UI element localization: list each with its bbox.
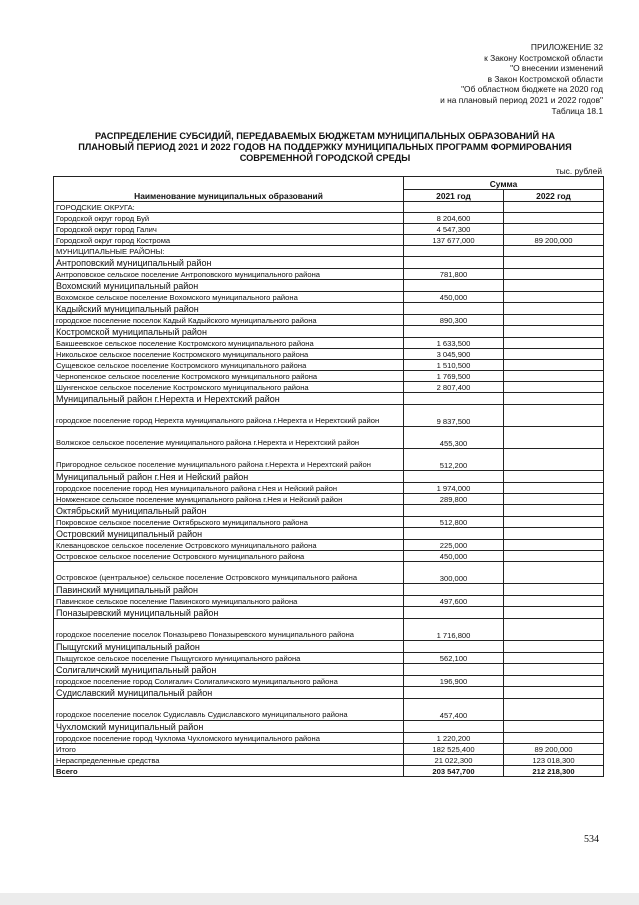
- value-2021: [404, 664, 504, 676]
- value-2022: [504, 641, 604, 653]
- row-name: Бакшеевское сельское поселение Костромского муниципального района: [54, 338, 404, 349]
- value-2021: 8 204,600: [404, 213, 504, 224]
- value-2022: [504, 607, 604, 619]
- row-name: Островский муниципальный район: [54, 528, 404, 540]
- value-2022: [504, 584, 604, 596]
- table-row: [54, 540, 604, 551]
- appendix-line: "О внесении изменений: [510, 63, 603, 74]
- row-name: Пыщугское сельское поселение Пыщугского муниципального района: [54, 653, 404, 664]
- table-row: [54, 202, 604, 213]
- value-2021: 225,000: [404, 540, 504, 551]
- value-2021: 1 716,800: [404, 619, 504, 641]
- column-header-name: Наименование муниципальных образований: [54, 177, 404, 202]
- table-label: Таблица 18.1: [551, 105, 603, 116]
- table-row: [54, 224, 604, 235]
- value-2022: [504, 326, 604, 338]
- value-2022: [504, 292, 604, 303]
- table-row: [54, 584, 604, 596]
- value-2022: [504, 721, 604, 733]
- value-2022: 89 200,000: [504, 744, 604, 755]
- row-name: МУНИЦИПАЛЬНЫЕ РАЙОНЫ:: [54, 246, 404, 257]
- value-2021: 457,400: [404, 699, 504, 721]
- row-name: Никольское сельское поселение Костромского муниципального района: [54, 349, 404, 360]
- table-row: [54, 338, 604, 349]
- table-row: [54, 721, 604, 733]
- value-2021: 4 547,300: [404, 224, 504, 235]
- row-name: городское поселение город Солигалич Солигаличского муниципального района: [54, 676, 404, 687]
- row-name: городское поселение поселок Судиславль Судиславского муниципального района: [54, 699, 404, 721]
- value-2021: [404, 528, 504, 540]
- row-name: Октябрьский муниципальный район: [54, 505, 404, 517]
- value-2021: 203 547,700: [404, 766, 504, 777]
- value-2021: [404, 641, 504, 653]
- value-2022: [504, 280, 604, 292]
- table-row: [54, 449, 604, 471]
- value-2022: [504, 449, 604, 471]
- table-row: [54, 494, 604, 505]
- table-row: [54, 303, 604, 315]
- value-2022: [504, 224, 604, 235]
- value-2021: [404, 584, 504, 596]
- table-row: [54, 483, 604, 494]
- table-row: [54, 269, 604, 280]
- row-name: Номженское сельское поселение муниципального района г.Нея и Нейский район: [54, 494, 404, 505]
- table-row: [54, 641, 604, 653]
- column-header-sum: Сумма: [404, 177, 604, 190]
- row-name: ГОРОДСКИЕ ОКРУГА:: [54, 202, 404, 213]
- value-2022: [504, 664, 604, 676]
- table-row: [54, 699, 604, 721]
- table-row: [54, 766, 604, 777]
- value-2022: [504, 733, 604, 744]
- value-2021: 512,200: [404, 449, 504, 471]
- value-2021: [404, 721, 504, 733]
- value-2021: 450,000: [404, 292, 504, 303]
- appendix-line: и на плановый период 2021 и 2022 годов": [440, 94, 603, 105]
- value-2021: 1 769,500: [404, 371, 504, 382]
- value-2021: [404, 393, 504, 405]
- row-name: Сущевское сельское поселение Костромского муниципального района: [54, 360, 404, 371]
- row-name: Павинский муниципальный район: [54, 584, 404, 596]
- table-row: [54, 664, 604, 676]
- row-name: Муниципальный район г.Нея и Нейский район: [54, 471, 404, 483]
- value-2022: 212 218,300: [504, 766, 604, 777]
- row-name: Поназыревский муниципальный район: [54, 607, 404, 619]
- column-header-2021: 2021 год: [404, 189, 504, 202]
- value-2022: [504, 471, 604, 483]
- table-row: [54, 755, 604, 766]
- value-2022: [504, 676, 604, 687]
- row-name: Вохомский муниципальный район: [54, 280, 404, 292]
- row-name: Кадыйский муниципальный район: [54, 303, 404, 315]
- value-2021: 450,000: [404, 551, 504, 562]
- table-row: [54, 562, 604, 584]
- page-number: 534: [584, 834, 599, 845]
- table-row: [54, 360, 604, 371]
- table-row: [54, 471, 604, 483]
- value-2022: [504, 483, 604, 494]
- value-2021: [404, 257, 504, 269]
- row-name: Городской округ город Буй: [54, 213, 404, 224]
- value-2022: [504, 202, 604, 213]
- value-2021: 3 045,900: [404, 349, 504, 360]
- row-name: Чернопенское сельское поселение Костромского муниципального района: [54, 371, 404, 382]
- value-2022: [504, 382, 604, 393]
- table-row: [54, 257, 604, 269]
- title-line: СОВРЕМЕННОЙ ГОРОДСКОЙ СРЕДЫ: [239, 153, 411, 163]
- value-2022: [504, 653, 604, 664]
- row-name: Городской округ город Кострома: [54, 235, 404, 246]
- table-row: [54, 427, 604, 449]
- table-row: [54, 393, 604, 405]
- value-2021: 781,800: [404, 269, 504, 280]
- row-name: Судиславский муниципальный район: [54, 687, 404, 699]
- table-row: [54, 371, 604, 382]
- value-2021: [404, 505, 504, 517]
- value-2022: [504, 393, 604, 405]
- value-2022: [504, 360, 604, 371]
- value-2022: [504, 505, 604, 517]
- row-name: Островское сельское поселение Островского муниципального района: [54, 551, 404, 562]
- row-name: Итого: [54, 744, 404, 755]
- row-name: городское поселение город Чухлома Чухломского муниципального района: [54, 733, 404, 744]
- value-2022: [504, 494, 604, 505]
- table-body: [54, 202, 604, 777]
- value-2021: [404, 246, 504, 257]
- table-row: [54, 733, 604, 744]
- value-2021: 455,300: [404, 427, 504, 449]
- value-2022: [504, 269, 604, 280]
- row-name: Солигаличский муниципальный район: [54, 664, 404, 676]
- row-name: Костромской муниципальный район: [54, 326, 404, 338]
- table-row: [54, 505, 604, 517]
- table-row: [54, 213, 604, 224]
- table-row: [54, 744, 604, 755]
- value-2021: 196,900: [404, 676, 504, 687]
- value-2022: 89 200,000: [504, 235, 604, 246]
- value-2022: [504, 349, 604, 360]
- value-2022: [504, 303, 604, 315]
- row-name: городское поселение поселок Кадый Кадыйского муниципального района: [54, 315, 404, 326]
- value-2021: [404, 202, 504, 213]
- table-row: [54, 517, 604, 528]
- row-name: Антроповский муниципальный район: [54, 257, 404, 269]
- value-2021: 512,800: [404, 517, 504, 528]
- table-row: [54, 292, 604, 303]
- row-name: Павинское сельское поселение Павинского муниципального района: [54, 596, 404, 607]
- value-2021: 9 837,500: [404, 405, 504, 427]
- table-row: [54, 349, 604, 360]
- value-2022: [504, 427, 604, 449]
- value-2022: [504, 528, 604, 540]
- table-row: [54, 315, 604, 326]
- value-2022: [504, 213, 604, 224]
- value-2021: 497,600: [404, 596, 504, 607]
- value-2021: 289,800: [404, 494, 504, 505]
- table-row: [54, 596, 604, 607]
- value-2022: 123 018,300: [504, 755, 604, 766]
- document-title: [60, 131, 590, 164]
- value-2021: [404, 303, 504, 315]
- value-2021: [404, 326, 504, 338]
- row-name: Шунгенское сельское поселение Костромского муниципального района: [54, 382, 404, 393]
- row-name: Чухломский муниципальный район: [54, 721, 404, 733]
- value-2022: [504, 551, 604, 562]
- row-name: Покровское сельское поселение Октябрьского муниципального района: [54, 517, 404, 528]
- value-2021: 1 974,000: [404, 483, 504, 494]
- value-2022: [504, 338, 604, 349]
- row-name: Всего: [54, 766, 404, 777]
- table-row: [54, 280, 604, 292]
- value-2022: [504, 687, 604, 699]
- scan-bottom-edge: [0, 893, 639, 905]
- table-row: [54, 619, 604, 641]
- value-2022: [504, 619, 604, 641]
- appendix-line: ПРИЛОЖЕНИЕ 32: [530, 42, 603, 52]
- subsidy-table: [53, 176, 604, 777]
- table-row: [54, 326, 604, 338]
- value-2021: 890,300: [404, 315, 504, 326]
- table-row: [54, 653, 604, 664]
- value-2022: [504, 699, 604, 721]
- table-row: [54, 382, 604, 393]
- value-2021: 182 525,400: [404, 744, 504, 755]
- row-name: Городской округ город Галич: [54, 224, 404, 235]
- value-2022: [504, 562, 604, 584]
- appendix-line: "Об областном бюджете на 2020 год: [461, 84, 603, 95]
- value-2022: [504, 371, 604, 382]
- row-name: Вохомское сельское поселение Вохомского муниципального района: [54, 292, 404, 303]
- units-label: тыс. рублей: [555, 166, 602, 176]
- value-2021: 562,100: [404, 653, 504, 664]
- appendix-line: в Закон Костромской области: [487, 73, 603, 84]
- table-row: [54, 551, 604, 562]
- appendix-header: [440, 42, 603, 116]
- row-name: Клеванцовское сельское поселение Островского муниципального района: [54, 540, 404, 551]
- table-row: [54, 687, 604, 699]
- appendix-line: к Закону Костромской области: [484, 52, 603, 63]
- row-name: Волжское сельское поселение муниципального района г.Нерехта и Нерехтский район: [54, 427, 404, 449]
- value-2021: [404, 687, 504, 699]
- title-line: ПЛАНОВЫЙ ПЕРИОД 2021 И 2022 ГОДОВ НА ПОДДЕРЖКУ МУНИЦИПАЛЬНЫХ ПРОГРАММ ФОРМИРОВАНИЯ: [78, 142, 572, 152]
- row-name: Антроповское сельское поселение Антроповского муниципального района: [54, 269, 404, 280]
- row-name: городское поселение город Нерехта муниципального района г.Нерехта и Нерехтский район: [54, 405, 404, 427]
- value-2022: [504, 246, 604, 257]
- row-name: Пыщугский муниципальный район: [54, 641, 404, 653]
- value-2021: 1 510,500: [404, 360, 504, 371]
- table-row: [54, 246, 604, 257]
- table-row: [54, 676, 604, 687]
- value-2021: [404, 280, 504, 292]
- value-2021: [404, 471, 504, 483]
- table-row: [54, 405, 604, 427]
- value-2021: 300,000: [404, 562, 504, 584]
- value-2022: [504, 315, 604, 326]
- column-header-2022: 2022 год: [504, 189, 604, 202]
- value-2021: 2 807,400: [404, 382, 504, 393]
- value-2022: [504, 405, 604, 427]
- value-2021: 1 633,500: [404, 338, 504, 349]
- row-name: Пригородное сельское поселение муниципального района г.Нерехта и Нерехтский район: [54, 449, 404, 471]
- row-name: Нераспределенные средства: [54, 755, 404, 766]
- value-2022: [504, 596, 604, 607]
- row-name: Муниципальный район г.Нерехта и Нерехтский район: [54, 393, 404, 405]
- row-name: городское поселение город Нея муниципального района г.Нея и Нейский район: [54, 483, 404, 494]
- value-2021: [404, 607, 504, 619]
- value-2021: 21 022,300: [404, 755, 504, 766]
- table-row: [54, 235, 604, 246]
- row-name: Островское (центральное) сельское поселение Островского муниципального района: [54, 562, 404, 584]
- row-name: городское поселение поселок Поназырево Поназыревского муниципального района: [54, 619, 404, 641]
- table-row: [54, 528, 604, 540]
- value-2022: [504, 540, 604, 551]
- value-2021: 137 677,000: [404, 235, 504, 246]
- title-line: РАСПРЕДЕЛЕНИЕ СУБСИДИЙ, ПЕРЕДАВАЕМЫХ БЮДЖЕТАМ МУНИЦИПАЛЬНЫХ ОБРАЗОВАНИЙ НА: [95, 131, 555, 141]
- value-2021: 1 220,200: [404, 733, 504, 744]
- value-2022: [504, 517, 604, 528]
- table-row: [54, 607, 604, 619]
- value-2022: [504, 257, 604, 269]
